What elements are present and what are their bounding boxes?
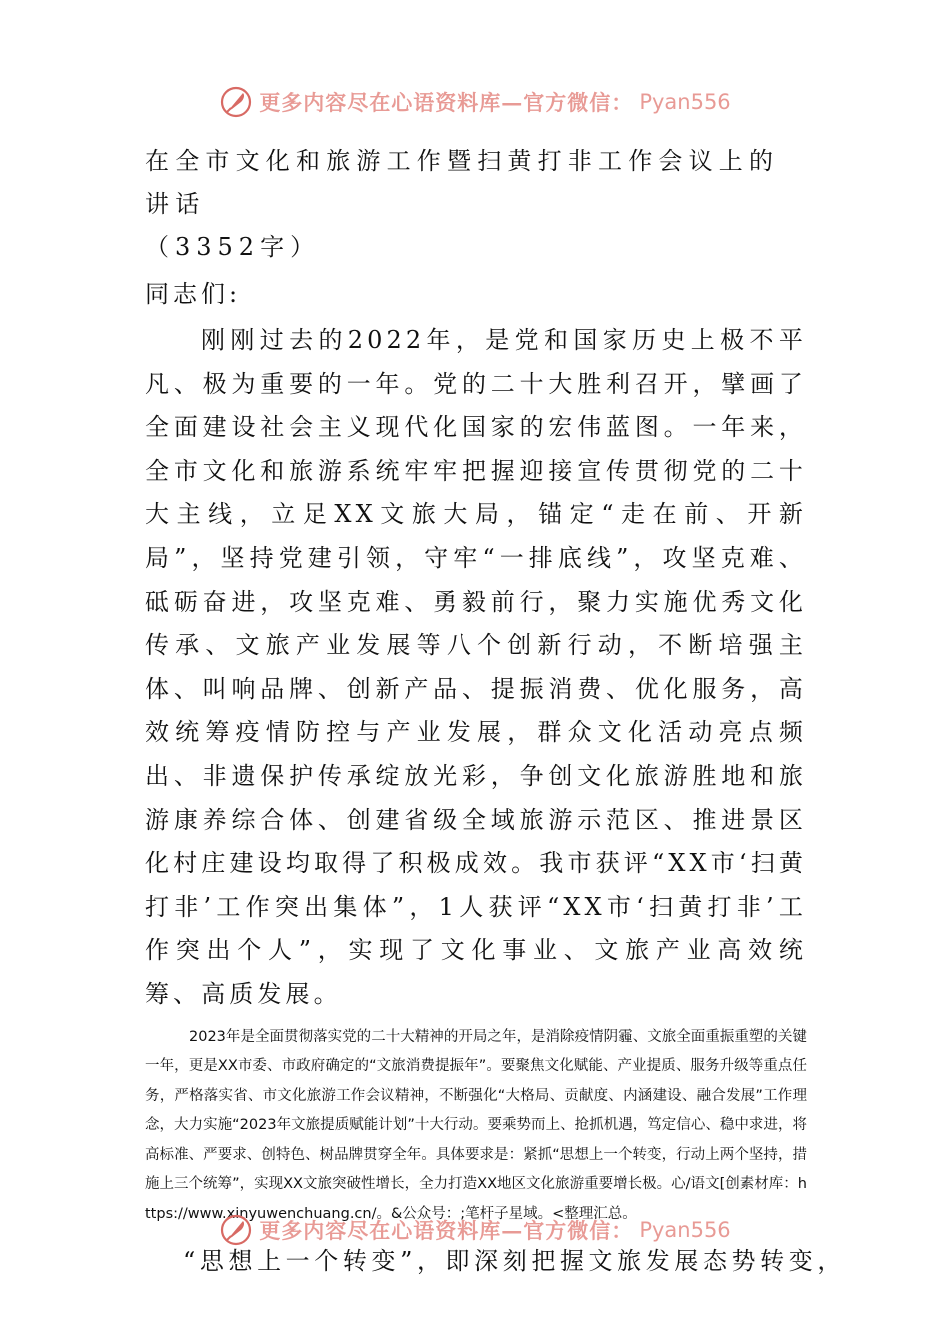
paragraph-review: 刚刚过去的2022年，是党和国家历史上极不平凡、极为重要的一年。党的二十大胜利召开，擘画了全面建设社会主义现代化国家的宏伟蓝图。一年来，全市文化和旅游系统牢牢把握迎接宣传贯彻党的二十大主线，立足XX文旅大局，锚定“走在前、开新局”，坚持党建引领，守牢“一排底线”，攻坚克难、砥砺奋进，攻坚克难、勇毅前行，聚力实施优秀文化传承、文旅产业发展等八个创新行动，不断培强主体、叫响品牌、创新产品、提振消费、优化服务，高效统筹疫情防控与产业发展，群众文化活动亮点频出、非遗保护传承绽放光彩，争创文化旅游胜地和旅游康养综合体、创建省级全域旅游示范区、推进景区化村庄建设均取得了积极成效。我市获评“XX市‘扫黄打非’工作突出集体”，1人获评“XX市‘扫黄打非’工作突出个人”，实现了文化事业、文旅产业高效统筹、高质发展。 [145,326,807,1008]
quill-pen-icon [219,1213,253,1247]
paragraph-plan: 2023年是全面贯彻落实党的二十大精神的开局之年，是消除疫情阴霾、文旅全面重振重塑的关键一年，更是XX市委、市政府确定的“文旅消费提振年”。要聚焦文化赋能、产业提质、服务升级等重点任务，严格落实省、市文化旅游工作会议精神，不断强化“大格局、贡献度、内涵建设、融合发展”工作理念，大力实施“2023年文旅提质赋能计划”十大行动。要乘势而上、抢抓机遇，笃定信心、稳中求进，将高标准、严要求、创特色、树品牌贯穿全年。具体要求是：紧抓“思想上一个转变，行动上两个坚持，措施上三个统筹”，实现XX文旅突破性增长，全力打造XX地区文化旅游重要增长极。心/语文[创素材库：https://www.xinyuwenchuang.cn/。&公众号：;笔杆子星域。<整理汇总。 [145,1028,807,1222]
document-body [145,140,846,1283]
watermark-text: 更多内容尽在心语资料库—官方微信： [259,90,634,115]
watermark-wechat-id: Pyan556 [639,1218,731,1242]
salutation: 同志们: [145,280,242,308]
watermark-text: 更多内容尽在心语资料库—官方微信： [259,1218,634,1243]
quill-pen-icon [219,85,253,119]
paragraph-transition: “思想上一个转变”，即深刻把握文旅发展态势转变， [183,1247,846,1275]
document-title: 在全市文化和旅游工作暨扫黄打非工作会议上的讲话 [145,147,780,218]
watermark-footer [0,1210,950,1250]
watermark-header [0,82,950,122]
word-count: （3352字） [145,233,321,261]
watermark-wechat-id: Pyan556 [639,90,731,114]
